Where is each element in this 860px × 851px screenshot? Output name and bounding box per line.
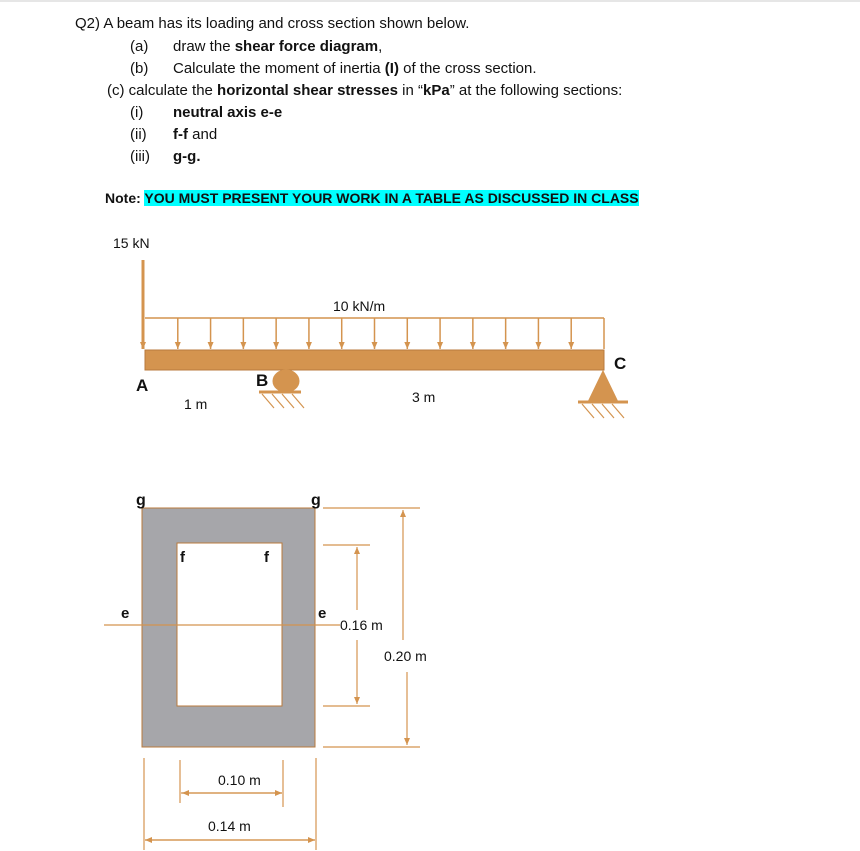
- span-bc-label: 3 m: [412, 389, 436, 405]
- part-ii-text: f-f and: [173, 126, 218, 143]
- beam-diagram: [143, 260, 628, 418]
- point-load-label: 15 kN: [113, 235, 150, 251]
- e-right-label: e: [318, 605, 327, 622]
- f-right-label: f: [264, 549, 269, 566]
- g-right-label: g: [311, 492, 321, 509]
- part-b-label: (b): [130, 60, 149, 77]
- label-b: B: [256, 371, 269, 390]
- part-i-label: (i): [130, 104, 144, 121]
- distributed-load: [145, 318, 604, 349]
- inner-width-label: 0.10 m: [218, 772, 261, 788]
- part-ii-label: (ii): [130, 126, 147, 143]
- part-iii-text: g-g.: [173, 148, 201, 165]
- outer-width-label: 0.14 m: [208, 818, 251, 834]
- part-a-text: draw the shear force diagram,: [173, 38, 383, 55]
- label-c: C: [614, 354, 627, 373]
- beam: [145, 350, 604, 370]
- pin-support-c: [578, 371, 628, 418]
- part-i-text: neutral axis e-e: [173, 104, 283, 121]
- part-b-text: Calculate the moment of inertia (I) of the cross section.: [173, 60, 537, 77]
- outer-height-label: 0.20 m: [384, 648, 427, 664]
- note: Note: YOU MUST PRESENT YOUR WORK IN A TABLE AS DISCUSSED IN CLASS: [105, 190, 639, 206]
- question-title: Q2) A beam has its loading and cross section shown below.: [75, 15, 470, 32]
- part-iii-label: (iii): [130, 148, 150, 165]
- udl-label: 10 kN/m: [333, 298, 386, 314]
- f-left-label: f: [180, 549, 185, 566]
- part-a-label: (a): [130, 38, 149, 55]
- inner-height-label: 0.16 m: [340, 617, 383, 633]
- cross-section: [104, 508, 420, 850]
- part-c-text: (c) calculate the horizontal shear stresses in “kPa” at the following sections:: [107, 82, 623, 99]
- label-a: A: [136, 376, 149, 395]
- span-ab-label: 1 m: [184, 396, 208, 412]
- e-left-label: e: [121, 605, 130, 622]
- note-highlight: YOU MUST PRESENT YOUR WORK IN A TABLE AS DISCUSSED IN CLASS: [144, 190, 639, 206]
- g-left-label: g: [136, 492, 146, 509]
